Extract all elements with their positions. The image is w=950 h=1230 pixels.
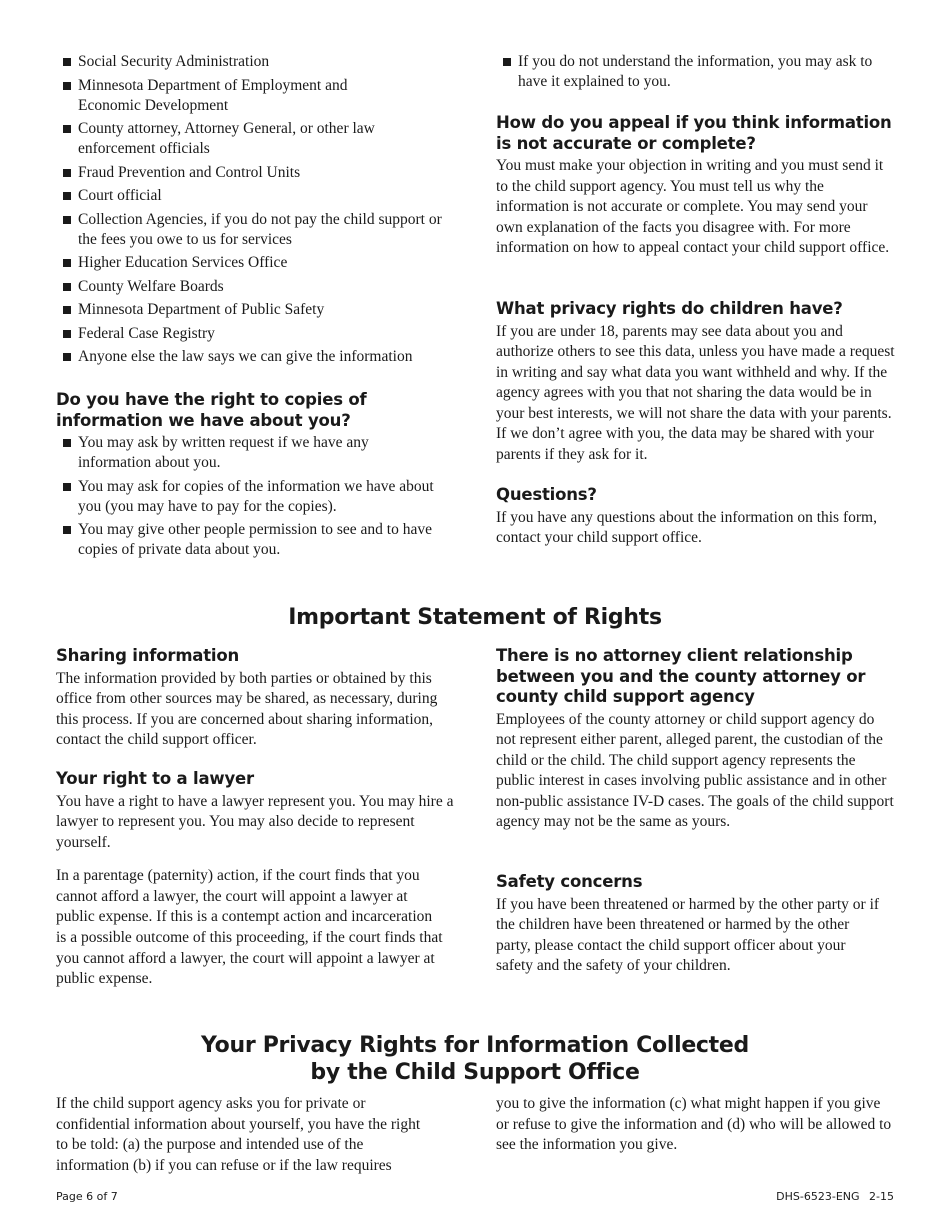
square-bullet-icon — [63, 526, 71, 534]
copies-rights-list — [56, 433, 458, 560]
lawyer-section — [56, 769, 458, 990]
list-item: Social Security Administration — [56, 52, 452, 72]
square-bullet-icon — [63, 483, 71, 491]
sharing-section — [56, 646, 458, 751]
disclosure-recipient-list — [56, 52, 452, 367]
privacy-text-right-column — [496, 1094, 896, 1156]
square-bullet-icon — [63, 353, 71, 361]
questions-heading: Questions? — [496, 485, 597, 504]
copies-heading: Do you have the right to copies of information we have about you? — [56, 390, 367, 430]
list-item: County attorney, Attorney General, or other law enforcement officials — [56, 119, 452, 159]
privacy-title-line-2: by the Child Support Office — [310, 1060, 640, 1085]
privacy-title-line-1: Your Privacy Rights for Information Collected — [201, 1033, 749, 1058]
list-item: Court official — [56, 186, 452, 206]
list-item: Minnesota Department of Employment and Economic Development — [56, 76, 452, 116]
list-item: You may ask for copies of the information we have about you (you may have to pay for the copies). — [56, 477, 458, 517]
list-item: Higher Education Services Office — [56, 253, 452, 273]
top-right-column — [496, 52, 896, 96]
list-item: County Welfare Boards — [56, 277, 452, 297]
page-number: Page 6 of 7 — [56, 1190, 118, 1203]
square-bullet-icon — [63, 125, 71, 133]
square-bullet-icon — [63, 82, 71, 90]
list-item: Federal Case Registry — [56, 324, 452, 344]
square-bullet-icon — [63, 58, 71, 66]
rights-title: Important Statement of Rights — [288, 605, 662, 630]
square-bullet-icon — [63, 216, 71, 224]
privacy-title-block — [0, 1032, 950, 1086]
sharing-text: The information provided by both parties or obtained by this office from other sources may be shared, as necessary, during this process. If you are concerned about sharing information, contact the child support officer. — [56, 669, 438, 749]
safety-text: If you have been threatened or harmed by the other party or if the children have been threatened or harmed by the other party, please contact the child support officer about your safety and the safety of your children. — [496, 895, 880, 975]
appeal-section — [496, 113, 896, 259]
children-privacy-section — [496, 299, 896, 466]
form-identifier — [776, 1190, 894, 1203]
list-item: If you do not understand the information, you may ask to have it explained to you. — [496, 52, 896, 92]
list-item: You may ask by written request if we have any information about you. — [56, 433, 458, 473]
safety-section — [496, 872, 896, 977]
privacy-text-left: If the child support agency asks you for private or confidential information about yourself, you have the right to be told: (a) the purpose and intended use of the information (b) if you can refuse or if the law requires — [56, 1095, 421, 1174]
square-bullet-icon — [63, 259, 71, 267]
form-revision: 2-15 — [869, 1190, 894, 1203]
privacy-text-right: you to give the information (c) what might happen if you give or refuse to give the information and (d) who will be allowed to see the information you give. — [496, 1095, 892, 1154]
safety-heading: Safety concerns — [496, 872, 643, 891]
square-bullet-icon — [63, 283, 71, 291]
appeal-heading: How do you appeal if you think information is not accurate or complete? — [496, 113, 892, 153]
square-bullet-icon — [503, 58, 511, 66]
attorney-text: Employees of the county attorney or child support agency do not represent either parent, alleged parent, the custodian of the child or the child. The child support agency represents the public interest in cases involving public assistance and in other non-public assistance IV-D cases. The goals of the child support agency may not be the same as yours. — [496, 710, 894, 831]
square-bullet-icon — [63, 306, 71, 314]
attorney-section — [496, 646, 896, 833]
questions-section — [496, 485, 896, 549]
rights-title-block — [0, 604, 950, 631]
explanation-list — [496, 52, 896, 92]
lawyer-text: You have a right to have a lawyer represent you. You may hire a lawyer to represent you. You may also decide to represent yourself. — [56, 792, 454, 851]
attorney-heading: There is no attorney client relationship between you and the county attorney or county child support agency — [496, 646, 866, 706]
children-privacy-heading: What privacy rights do children have? — [496, 299, 843, 318]
lawyer-heading: Your right to a lawyer — [56, 769, 254, 788]
square-bullet-icon — [63, 169, 71, 177]
list-item: Fraud Prevention and Control Units — [56, 163, 452, 183]
list-item: Anyone else the law says we can give the information — [56, 347, 452, 367]
square-bullet-icon — [63, 439, 71, 447]
square-bullet-icon — [63, 192, 71, 200]
copies-section — [56, 390, 458, 564]
appeal-text: You must make your objection in writing and you must send it to the child support agency. You must tell us why the information is not accurate or complete. You may send your own explanation of the facts you disagree with. For more information on how to appeal contact your child support office. — [496, 157, 890, 257]
list-item: Collection Agencies, if you do not pay the child support or the fees you owe to us for services — [56, 210, 452, 250]
list-item: You may give other people permission to see and to have copies of private data about you. — [56, 520, 458, 560]
list-item: Minnesota Department of Public Safety — [56, 300, 452, 320]
form-id: DHS-6523-ENG — [776, 1190, 860, 1203]
lawyer-text-continued: In a parentage (paternity) action, if the court finds that you cannot afford a lawyer, the court will appoint a lawyer at public expense. If this is a contempt action and incarceration is a possible outcome of this proceeding, if the court finds that you cannot afford a lawyer, the court will appoint a lawyer at public expense. — [56, 867, 443, 988]
questions-text: If you have any questions about the information on this form, contact your child support office. — [496, 508, 877, 547]
sharing-heading: Sharing information — [56, 646, 240, 665]
privacy-text-left-column — [56, 1094, 458, 1176]
children-privacy-text: If you are under 18, parents may see data about you and authorize others to see this data, unless you have made a request in writing and say what data you want withheld and why. If the agency agrees with you that not sharing the data would be in your best interests, we will not share the data with your parents. If we don’t agree with you, the data may be shared with your parents if they ask for it. — [496, 322, 895, 464]
top-left-column — [56, 52, 458, 371]
square-bullet-icon — [63, 330, 71, 338]
